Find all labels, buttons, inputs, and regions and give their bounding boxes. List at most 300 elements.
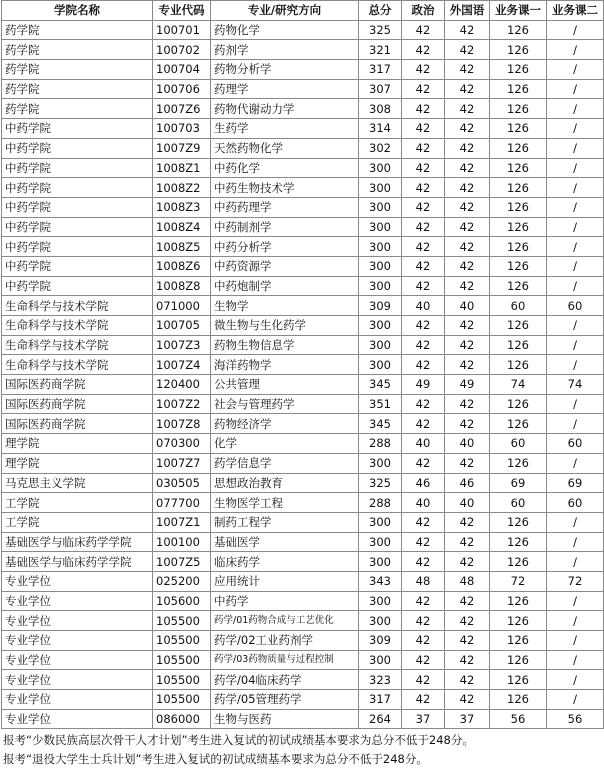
table-row [2, 178, 604, 198]
table-row [2, 631, 604, 651]
college-cell: 马克思主义学院 [2, 473, 153, 493]
table-row [2, 650, 604, 670]
course-one-cell: 74 [490, 375, 547, 395]
major-cell: 中药化学 [211, 158, 359, 178]
course-one-cell: 126 [490, 20, 547, 40]
politics-cell: 42 [402, 670, 445, 690]
politics-cell: 42 [402, 99, 445, 119]
politics-cell: 46 [402, 473, 445, 493]
course-two-cell: / [547, 355, 604, 375]
table-row [2, 276, 604, 296]
politics-cell: 42 [402, 60, 445, 80]
foreign-language-cell: 42 [445, 99, 490, 119]
course-one-cell: 126 [490, 178, 547, 198]
major-cell: 化学 [211, 434, 359, 454]
major-cell: 药物分析学 [211, 60, 359, 80]
table-row [2, 296, 604, 316]
major-cell: 公共管理 [211, 375, 359, 395]
course-two-cell: / [547, 178, 604, 198]
course-two-cell: / [547, 256, 604, 276]
code-cell: 100704 [153, 60, 211, 80]
total-cell: 300 [359, 532, 402, 552]
politics-cell: 42 [402, 512, 445, 532]
politics-cell: 42 [402, 591, 445, 611]
college-cell: 中药学院 [2, 119, 153, 139]
course-two-cell: / [547, 394, 604, 414]
major-cell: 中药学 [211, 591, 359, 611]
code-cell: 100702 [153, 40, 211, 60]
college-cell: 专业学位 [2, 571, 153, 591]
course-two-cell: 60 [547, 296, 604, 316]
college-cell: 药学院 [2, 60, 153, 80]
major-cell: 中药资源学 [211, 256, 359, 276]
course-two-cell: 72 [547, 571, 604, 591]
code-cell: 100701 [153, 20, 211, 40]
total-cell: 309 [359, 631, 402, 651]
code-cell: 086000 [153, 709, 211, 729]
score-table [1, 0, 604, 729]
table-row [2, 375, 604, 395]
course-two-cell: / [547, 512, 604, 532]
code-cell: 1007Z9 [153, 138, 211, 158]
course-one-cell: 56 [490, 709, 547, 729]
politics-cell: 42 [402, 453, 445, 473]
code-cell: 1007Z4 [153, 355, 211, 375]
major-cell: 生物学 [211, 296, 359, 316]
major-cell: 中药分析学 [211, 237, 359, 257]
college-cell: 工学院 [2, 512, 153, 532]
course-one-cell: 126 [490, 453, 547, 473]
course-two-cell: / [547, 532, 604, 552]
table-row [2, 60, 604, 80]
total-cell: 300 [359, 355, 402, 375]
course-two-cell: / [547, 552, 604, 572]
college-cell: 国际医药商学院 [2, 414, 153, 434]
course-one-cell: 126 [490, 335, 547, 355]
college-cell: 专业学位 [2, 690, 153, 710]
course-one-cell: 126 [490, 138, 547, 158]
total-cell: 300 [359, 237, 402, 257]
college-cell: 理学院 [2, 434, 153, 454]
course-one-cell: 126 [490, 237, 547, 257]
course-two-cell: / [547, 453, 604, 473]
major-cell: 思想政治教育 [211, 473, 359, 493]
politics-cell: 42 [402, 119, 445, 139]
course-one-cell: 126 [490, 158, 547, 178]
college-cell: 中药学院 [2, 276, 153, 296]
course-one-cell: 126 [490, 60, 547, 80]
course-one-cell: 126 [490, 394, 547, 414]
code-cell: 1008Z6 [153, 256, 211, 276]
total-cell: 300 [359, 552, 402, 572]
college-cell: 国际医药商学院 [2, 394, 153, 414]
course-one-cell: 126 [490, 670, 547, 690]
course-one-cell: 126 [490, 119, 547, 139]
header-course-two: 业务课二 [547, 1, 604, 21]
total-cell: 345 [359, 375, 402, 395]
politics-cell: 40 [402, 296, 445, 316]
code-cell: 1008Z4 [153, 217, 211, 237]
major-cell: 中药药理学 [211, 197, 359, 217]
course-two-cell: 74 [547, 375, 604, 395]
table-row [2, 335, 604, 355]
college-cell: 专业学位 [2, 709, 153, 729]
course-one-cell: 126 [490, 40, 547, 60]
course-one-cell: 126 [490, 276, 547, 296]
course-two-cell: / [547, 591, 604, 611]
course-two-cell: / [547, 276, 604, 296]
major-cell: 中药制剂学 [211, 217, 359, 237]
course-two-cell: 69 [547, 473, 604, 493]
college-cell: 基础医学与临床药学学院 [2, 532, 153, 552]
course-two-cell: / [547, 119, 604, 139]
foreign-language-cell: 40 [445, 493, 490, 513]
total-cell: 325 [359, 473, 402, 493]
major-cell: 社会与管理药学 [211, 394, 359, 414]
foreign-language-cell: 42 [445, 690, 490, 710]
college-cell: 中药学院 [2, 158, 153, 178]
foreign-language-cell: 42 [445, 453, 490, 473]
table-row [2, 20, 604, 40]
politics-cell: 42 [402, 394, 445, 414]
table-row [2, 552, 604, 572]
foreign-language-cell: 42 [445, 178, 490, 198]
course-one-cell: 126 [490, 355, 547, 375]
code-cell: 1008Z8 [153, 276, 211, 296]
code-cell: 105500 [153, 670, 211, 690]
foreign-language-cell: 42 [445, 394, 490, 414]
total-cell: 317 [359, 60, 402, 80]
college-cell: 药学院 [2, 40, 153, 60]
total-cell: 300 [359, 276, 402, 296]
politics-cell: 42 [402, 335, 445, 355]
politics-cell: 42 [402, 276, 445, 296]
course-two-cell: / [547, 197, 604, 217]
foreign-language-cell: 42 [445, 119, 490, 139]
table-row [2, 414, 604, 434]
table-row [2, 197, 604, 217]
code-cell: 070300 [153, 434, 211, 454]
college-cell: 中药学院 [2, 217, 153, 237]
code-cell: 1007Z5 [153, 552, 211, 572]
table-row [2, 158, 604, 178]
code-cell: 105500 [153, 690, 211, 710]
major-cell: 生药学 [211, 119, 359, 139]
total-cell: 300 [359, 197, 402, 217]
foreign-language-cell: 42 [445, 316, 490, 336]
politics-cell: 42 [402, 552, 445, 572]
college-cell: 生命科学与技术学院 [2, 335, 153, 355]
header-course-one: 业务课一 [490, 1, 547, 21]
major-cell: 药学/03药物质量与过程控制 [211, 650, 359, 670]
code-cell: 1008Z1 [153, 158, 211, 178]
code-cell: 100706 [153, 79, 211, 99]
major-cell: 药物化学 [211, 20, 359, 40]
course-two-cell: / [547, 237, 604, 257]
course-two-cell: 56 [547, 709, 604, 729]
college-cell: 专业学位 [2, 591, 153, 611]
foreign-language-cell: 42 [445, 670, 490, 690]
total-cell: 300 [359, 453, 402, 473]
course-one-cell: 126 [490, 414, 547, 434]
total-cell: 309 [359, 296, 402, 316]
header-total: 总分 [359, 1, 402, 21]
course-two-cell: 60 [547, 493, 604, 513]
table-row [2, 473, 604, 493]
college-cell: 生命科学与技术学院 [2, 355, 153, 375]
course-one-cell: 126 [490, 552, 547, 572]
total-cell: 307 [359, 79, 402, 99]
total-cell: 300 [359, 650, 402, 670]
code-cell: 100705 [153, 316, 211, 336]
foreign-language-cell: 42 [445, 158, 490, 178]
course-two-cell: 60 [547, 434, 604, 454]
code-cell: 100703 [153, 119, 211, 139]
course-two-cell: / [547, 99, 604, 119]
college-cell: 工学院 [2, 493, 153, 513]
major-cell: 生物医学工程 [211, 493, 359, 513]
major-cell: 药学信息学 [211, 453, 359, 473]
major-cell: 制药工程学 [211, 512, 359, 532]
course-one-cell: 126 [490, 217, 547, 237]
politics-cell: 42 [402, 414, 445, 434]
foreign-language-cell: 48 [445, 571, 490, 591]
code-cell: 1007Z7 [153, 453, 211, 473]
politics-cell: 42 [402, 20, 445, 40]
foreign-language-cell: 42 [445, 355, 490, 375]
college-cell: 中药学院 [2, 197, 153, 217]
total-cell: 288 [359, 434, 402, 454]
major-cell: 微生物与生化药学 [211, 316, 359, 336]
major-cell: 药学/05管理药学 [211, 690, 359, 710]
major-cell: 中药炮制学 [211, 276, 359, 296]
college-cell: 专业学位 [2, 650, 153, 670]
politics-cell: 42 [402, 178, 445, 198]
politics-cell: 40 [402, 434, 445, 454]
college-cell: 药学院 [2, 99, 153, 119]
major-cell: 海洋药物学 [211, 355, 359, 375]
college-cell: 中药学院 [2, 256, 153, 276]
course-two-cell: / [547, 20, 604, 40]
code-cell: 100100 [153, 532, 211, 552]
course-two-cell: / [547, 217, 604, 237]
course-one-cell: 72 [490, 571, 547, 591]
foreign-language-cell: 42 [445, 335, 490, 355]
politics-cell: 49 [402, 375, 445, 395]
total-cell: 302 [359, 138, 402, 158]
course-one-cell: 126 [490, 512, 547, 532]
code-cell: 105600 [153, 591, 211, 611]
foreign-language-cell: 42 [445, 611, 490, 631]
table-row [2, 690, 604, 710]
code-cell: 105500 [153, 611, 211, 631]
course-one-cell: 126 [490, 650, 547, 670]
header-code: 专业代码 [153, 1, 211, 21]
major-cell: 中药生物技术学 [211, 178, 359, 198]
table-row [2, 434, 604, 454]
foreign-language-cell: 42 [445, 237, 490, 257]
total-cell: 343 [359, 571, 402, 591]
major-cell: 应用统计 [211, 571, 359, 591]
politics-cell: 42 [402, 138, 445, 158]
course-two-cell: / [547, 335, 604, 355]
total-cell: 300 [359, 611, 402, 631]
foreign-language-cell: 42 [445, 197, 490, 217]
major-cell: 药学/01药物合成与工艺优化 [211, 611, 359, 631]
foreign-language-cell: 42 [445, 552, 490, 572]
table-body [2, 20, 604, 729]
code-cell: 1007Z3 [153, 335, 211, 355]
foreign-language-cell: 42 [445, 414, 490, 434]
code-cell: 105500 [153, 631, 211, 651]
note-veteran-plan: 报考“退役大学生士兵计划”考生进入复试的初试成绩基本要求为总分不低于248分。 [3, 752, 428, 766]
table-row [2, 355, 604, 375]
total-cell: 317 [359, 690, 402, 710]
college-cell: 专业学位 [2, 670, 153, 690]
foreign-language-cell: 49 [445, 375, 490, 395]
code-cell: 1008Z3 [153, 197, 211, 217]
table-row [2, 709, 604, 729]
table-row [2, 493, 604, 513]
course-one-cell: 126 [490, 99, 547, 119]
course-one-cell: 126 [490, 532, 547, 552]
politics-cell: 42 [402, 79, 445, 99]
major-cell: 临床药学 [211, 552, 359, 572]
course-one-cell: 126 [490, 79, 547, 99]
foreign-language-cell: 37 [445, 709, 490, 729]
total-cell: 288 [359, 493, 402, 513]
course-one-cell: 126 [490, 591, 547, 611]
major-cell: 药学/04临床药学 [211, 670, 359, 690]
politics-cell: 42 [402, 650, 445, 670]
total-cell: 321 [359, 40, 402, 60]
foreign-language-cell: 42 [445, 650, 490, 670]
course-two-cell: / [547, 158, 604, 178]
foreign-language-cell: 40 [445, 434, 490, 454]
course-one-cell: 126 [490, 256, 547, 276]
course-two-cell: / [547, 40, 604, 60]
course-one-cell: 60 [490, 493, 547, 513]
major-cell: 基础医学 [211, 532, 359, 552]
table-row [2, 138, 604, 158]
foreign-language-cell: 42 [445, 512, 490, 532]
table-row [2, 316, 604, 336]
college-cell: 国际医药商学院 [2, 375, 153, 395]
code-cell: 1007Z6 [153, 99, 211, 119]
politics-cell: 42 [402, 690, 445, 710]
major-cell: 药学/02工业药剂学 [211, 631, 359, 651]
code-cell: 120400 [153, 375, 211, 395]
politics-cell: 40 [402, 493, 445, 513]
total-cell: 308 [359, 99, 402, 119]
foreign-language-cell: 42 [445, 79, 490, 99]
total-cell: 325 [359, 20, 402, 40]
course-one-cell: 126 [490, 631, 547, 651]
foreign-language-cell: 42 [445, 60, 490, 80]
politics-cell: 42 [402, 355, 445, 375]
table-row [2, 119, 604, 139]
college-cell: 中药学院 [2, 138, 153, 158]
foreign-language-cell: 42 [445, 631, 490, 651]
notes [3, 731, 601, 769]
politics-cell: 42 [402, 158, 445, 178]
politics-cell: 42 [402, 611, 445, 631]
header-major: 专业/研究方向 [211, 1, 359, 21]
foreign-language-cell: 42 [445, 20, 490, 40]
code-cell: 030505 [153, 473, 211, 493]
total-cell: 264 [359, 709, 402, 729]
college-cell: 基础医学与临床药学学院 [2, 552, 153, 572]
major-cell: 生物与医药 [211, 709, 359, 729]
foreign-language-cell: 42 [445, 217, 490, 237]
total-cell: 300 [359, 591, 402, 611]
politics-cell: 42 [402, 316, 445, 336]
course-two-cell: / [547, 611, 604, 631]
college-cell: 药学院 [2, 20, 153, 40]
total-cell: 300 [359, 512, 402, 532]
code-cell: 1008Z5 [153, 237, 211, 257]
course-two-cell: / [547, 690, 604, 710]
politics-cell: 42 [402, 237, 445, 257]
table-row [2, 591, 604, 611]
course-two-cell: / [547, 316, 604, 336]
table-row [2, 256, 604, 276]
politics-cell: 42 [402, 631, 445, 651]
politics-cell: 42 [402, 532, 445, 552]
note-minority-plan: 报考“少数民族高层次骨干人才计划”考生进入复试的初试成绩基本要求为总分不低于248分。 [3, 733, 474, 747]
header-foreign-language: 外国语 [445, 1, 490, 21]
politics-cell: 42 [402, 40, 445, 60]
code-cell: 025200 [153, 571, 211, 591]
total-cell: 300 [359, 178, 402, 198]
major-cell: 药剂学 [211, 40, 359, 60]
course-one-cell: 60 [490, 434, 547, 454]
table-row [2, 453, 604, 473]
table-row [2, 611, 604, 631]
major-cell: 药物经济学 [211, 414, 359, 434]
course-two-cell: / [547, 670, 604, 690]
course-one-cell: 126 [490, 690, 547, 710]
foreign-language-cell: 42 [445, 138, 490, 158]
code-cell: 1008Z2 [153, 178, 211, 198]
major-cell: 药理学 [211, 79, 359, 99]
major-cell: 药物代谢动力学 [211, 99, 359, 119]
course-one-cell: 126 [490, 611, 547, 631]
course-two-cell: / [547, 631, 604, 651]
course-two-cell: / [547, 138, 604, 158]
table-row [2, 79, 604, 99]
college-cell: 中药学院 [2, 178, 153, 198]
college-cell: 药学院 [2, 79, 153, 99]
table-row [2, 512, 604, 532]
foreign-language-cell: 42 [445, 591, 490, 611]
foreign-language-cell: 42 [445, 40, 490, 60]
college-cell: 生命科学与技术学院 [2, 316, 153, 336]
code-cell: 077700 [153, 493, 211, 513]
course-one-cell: 60 [490, 296, 547, 316]
header-college: 学院名称 [2, 1, 153, 21]
code-cell: 071000 [153, 296, 211, 316]
politics-cell: 37 [402, 709, 445, 729]
table-row [2, 394, 604, 414]
total-cell: 314 [359, 119, 402, 139]
table-row [2, 670, 604, 690]
total-cell: 300 [359, 256, 402, 276]
major-cell: 药物生物信息学 [211, 335, 359, 355]
foreign-language-cell: 42 [445, 256, 490, 276]
course-one-cell: 126 [490, 197, 547, 217]
total-cell: 300 [359, 217, 402, 237]
